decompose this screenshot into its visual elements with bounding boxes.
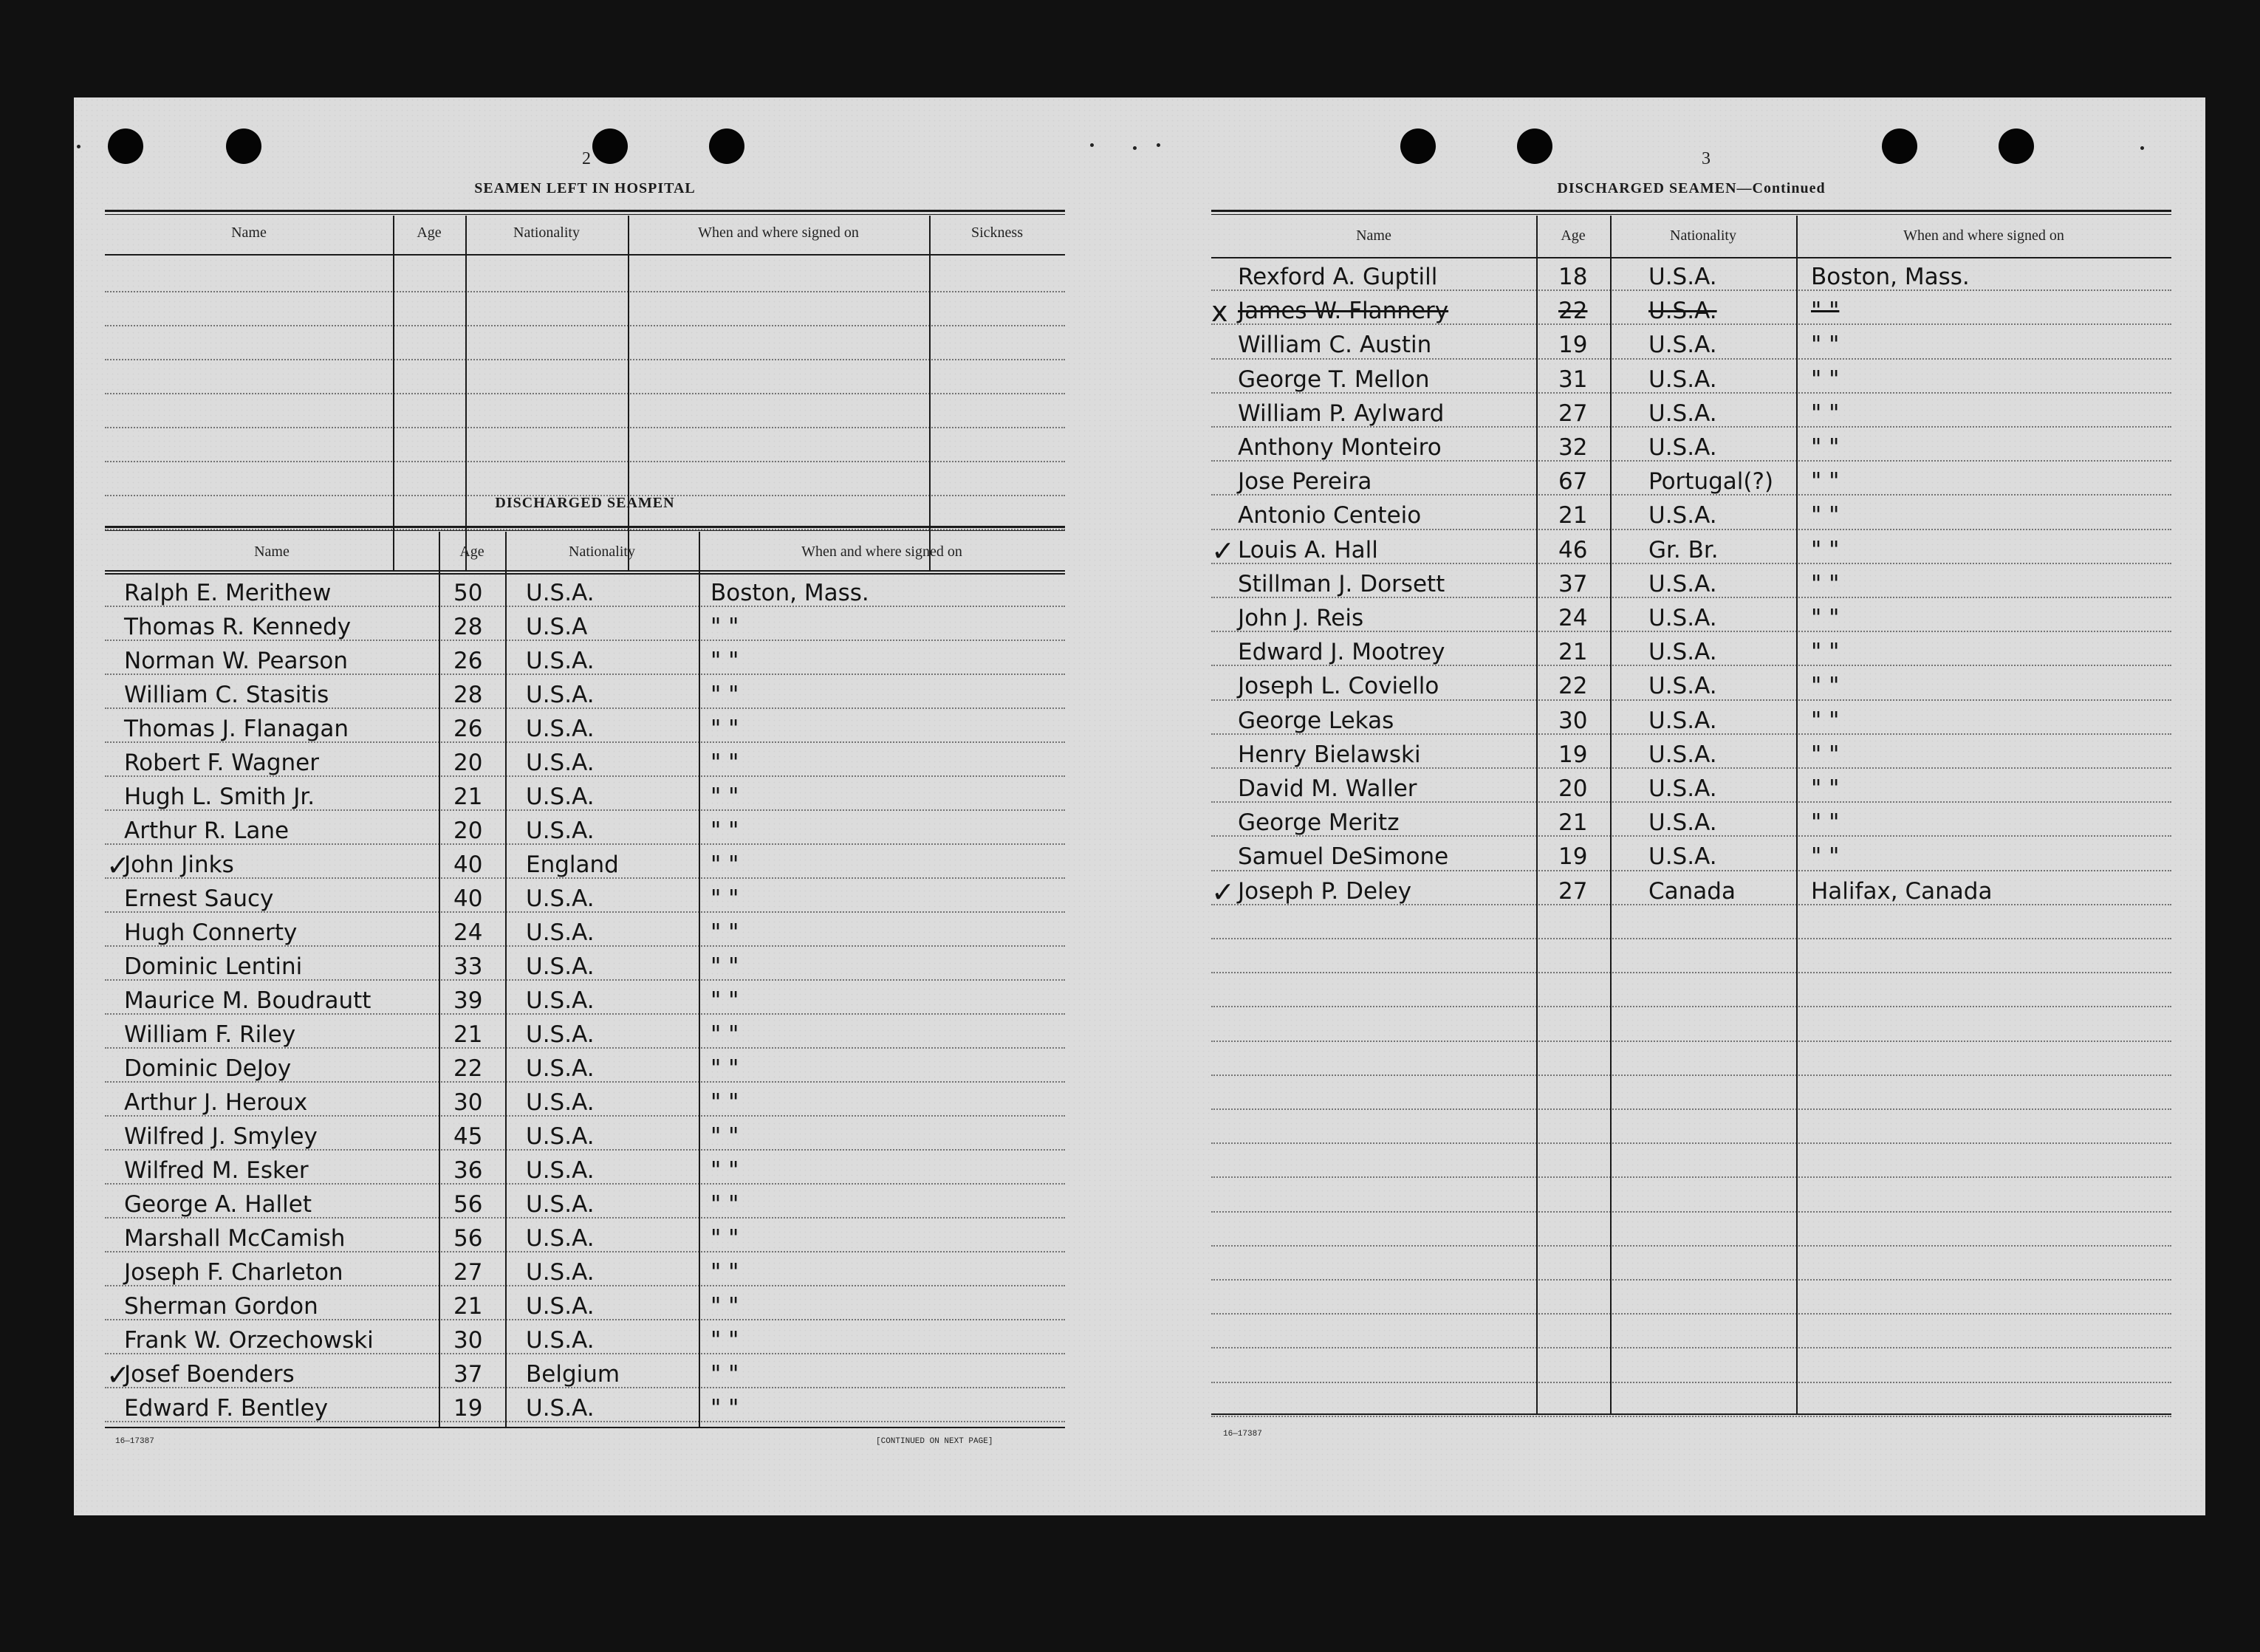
cell-name: Joseph L. Coviello xyxy=(1238,673,1439,700)
cell-signed: " " xyxy=(710,885,739,912)
cell-name: Arthur R. Lane xyxy=(124,818,290,844)
cell-name: Wilfred M. Esker xyxy=(124,1157,309,1184)
cell-nat: U.S.A. xyxy=(526,682,595,708)
cell-nat: Portugal(?) xyxy=(1648,468,1774,496)
cell-signed: " " xyxy=(1811,809,1840,837)
cell-signed: Halifax, Canada xyxy=(1811,877,1993,905)
check-mark: ✓ xyxy=(1211,875,1235,908)
binder-hole xyxy=(108,128,143,164)
cell-name: Maurice M. Boudrautt xyxy=(124,987,371,1014)
cell-name: Edward J. Mootrey xyxy=(1238,639,1445,666)
cell-signed: " " xyxy=(1811,673,1840,700)
cell-age: 37 xyxy=(453,1361,483,1388)
cell-nat: U.S.A. xyxy=(526,1327,595,1354)
cell-age: 40 xyxy=(453,851,483,878)
cell-name: Ernest Saucy xyxy=(124,885,274,912)
cell-name: Thomas R. Kennedy xyxy=(124,614,352,640)
cell-age: 40 xyxy=(453,885,483,912)
cell-nat: U.S.A. xyxy=(526,1089,595,1116)
cell-nat: U.S.A. xyxy=(1648,775,1717,802)
right-header-name: Name xyxy=(1356,227,1391,244)
cell-signed: " " xyxy=(1811,366,1840,393)
cell-age: 19 xyxy=(1558,843,1588,871)
cell-signed: " " xyxy=(1811,400,1840,427)
cell-name: Henry Bielawski xyxy=(1238,741,1421,768)
cell-name: Jose Pereira xyxy=(1238,468,1372,496)
hospital-header-name: Name xyxy=(231,225,267,241)
cell-nat: U.S.A. xyxy=(1648,332,1717,359)
cell-signed: Boston, Mass. xyxy=(710,580,869,606)
cell-signed: " " xyxy=(710,614,739,640)
discharged-header-signed: When and where signed on xyxy=(801,544,962,560)
cell-name: Samuel DeSimone xyxy=(1238,843,1449,871)
hospital-header-age: Age xyxy=(417,225,442,241)
continued-note: [CONTINUED ON NEXT PAGE] xyxy=(876,1437,993,1446)
cell-nat: U.S.A. xyxy=(1648,809,1717,837)
cell-age: 30 xyxy=(453,1327,483,1354)
cell-signed: " " xyxy=(710,1123,739,1150)
cell-age: 30 xyxy=(453,1089,483,1116)
discharged-table-left xyxy=(105,526,1065,1442)
discharged-header-name: Name xyxy=(254,544,290,560)
binder-hole xyxy=(1517,128,1552,164)
cell-signed: " " xyxy=(1811,639,1840,666)
cell-nat: U.S.A. xyxy=(526,750,595,776)
cell-name: Thomas J. Flanagan xyxy=(124,716,349,742)
cell-name: Stillman J. Dorsett xyxy=(1238,570,1445,597)
cell-signed: " " xyxy=(710,1191,739,1218)
binder-hole xyxy=(1400,128,1436,164)
cell-name: William C. Austin xyxy=(1238,332,1432,359)
cell-age: 27 xyxy=(1558,400,1588,427)
cell-name: James W. Flannery xyxy=(1238,298,1449,325)
speck xyxy=(1157,143,1160,147)
right-header-signed: When and where signed on xyxy=(1903,227,2064,244)
cell-nat: U.S.A. xyxy=(1648,570,1717,597)
cell-nat: U.S.A. xyxy=(1648,639,1717,666)
cell-nat: U.S.A. xyxy=(1648,673,1717,700)
binder-hole xyxy=(592,128,628,164)
cell-name: Ralph E. Merithew xyxy=(124,580,332,606)
cell-signed: " " xyxy=(710,1157,739,1184)
cell-signed: " " xyxy=(710,953,739,980)
discharged-header-nationality: Nationality xyxy=(569,544,635,560)
cell-age: 30 xyxy=(1558,707,1588,734)
cell-name: John Jinks xyxy=(124,851,234,878)
cell-age: 18 xyxy=(1558,264,1588,290)
cell-nat: U.S.A. xyxy=(1648,843,1717,871)
check-mark: ✓ xyxy=(106,1359,130,1391)
cell-age: 26 xyxy=(453,716,483,742)
hospital-header-sickness: Sickness xyxy=(971,225,1023,241)
cell-nat: U.S.A. xyxy=(526,1225,595,1252)
cell-age: 45 xyxy=(453,1123,483,1150)
cell-name: Norman W. Pearson xyxy=(124,648,349,674)
hospital-section-title: SEAMEN LEFT IN HOSPITAL xyxy=(474,180,696,196)
cell-name: Joseph F. Charleton xyxy=(124,1259,343,1286)
cell-name: Josef Boenders xyxy=(124,1361,295,1388)
cell-age: 37 xyxy=(1558,570,1588,597)
cell-signed: " " xyxy=(710,750,739,776)
cell-age: 22 xyxy=(1558,298,1588,325)
cell-signed: " " xyxy=(710,818,739,844)
page-number-right: 3 xyxy=(1702,149,1711,168)
cell-age: 56 xyxy=(453,1191,483,1218)
cell-name: George Meritz xyxy=(1238,809,1400,837)
cell-name: William P. Aylward xyxy=(1238,400,1445,427)
cell-age: 46 xyxy=(1558,536,1588,563)
cell-age: 24 xyxy=(453,919,483,946)
cell-nat: U.S.A. xyxy=(526,1055,595,1082)
cell-age: 22 xyxy=(1558,673,1588,700)
check-mark: ✓ xyxy=(106,849,130,882)
cell-nat: U.S.A. xyxy=(526,1395,595,1422)
cell-nat: U.S.A. xyxy=(526,1191,595,1218)
cell-signed: " " xyxy=(1811,434,1840,461)
cell-nat: Belgium xyxy=(526,1361,620,1388)
cell-age: 39 xyxy=(453,987,483,1014)
cell-nat: U.S.A. xyxy=(526,1123,595,1150)
cell-age: 28 xyxy=(453,682,483,708)
cell-nat: U.S.A. xyxy=(1648,605,1717,631)
hospital-header-nationality: Nationality xyxy=(513,225,580,241)
cell-nat: U.S.A. xyxy=(526,818,595,844)
hospital-header-signed: When and where signed on xyxy=(698,225,859,241)
cell-signed: " " xyxy=(710,1055,739,1082)
cell-nat: U.S.A. xyxy=(1648,434,1717,461)
cell-signed: " " xyxy=(710,648,739,674)
cell-name: Dominic DeJoy xyxy=(124,1055,292,1082)
cell-age: 21 xyxy=(453,784,483,810)
cell-nat: U.S.A. xyxy=(1648,366,1717,393)
form-number-right: 16—17387 xyxy=(1223,1430,1262,1439)
cell-age: 21 xyxy=(453,1293,483,1320)
cell-signed: " " xyxy=(1811,468,1840,496)
cell-signed: " " xyxy=(1811,605,1840,631)
cell-name: Dominic Lentini xyxy=(124,953,303,980)
cell-nat: U.S.A. xyxy=(526,1021,595,1048)
cell-nat: U.S.A. xyxy=(526,648,595,674)
cell-signed: " " xyxy=(1811,843,1840,871)
cell-nat: U.S.A. xyxy=(1648,741,1717,768)
cell-age: 33 xyxy=(453,953,483,980)
cell-signed: " " xyxy=(710,682,739,708)
cell-signed: " " xyxy=(710,1395,739,1422)
cell-signed: " " xyxy=(710,1089,739,1116)
cell-nat: U.S.A. xyxy=(526,716,595,742)
cell-age: 27 xyxy=(453,1259,483,1286)
page-number-left: 2 xyxy=(582,149,591,168)
cell-nat: U.S.A. xyxy=(1648,298,1717,325)
cell-signed: " " xyxy=(710,1327,739,1354)
cell-nat: U.S.A. xyxy=(526,1293,595,1320)
cell-age: 28 xyxy=(453,614,483,640)
document-sheet xyxy=(74,97,2205,1515)
cell-nat: England xyxy=(526,851,619,878)
cell-name: Anthony Monteiro xyxy=(1238,434,1442,461)
cell-name: George A. Hallet xyxy=(124,1191,312,1218)
cell-signed: " " xyxy=(1811,707,1840,734)
cell-nat: Gr. Br. xyxy=(1648,536,1719,563)
cell-age: 20 xyxy=(453,818,483,844)
cell-signed: " " xyxy=(1811,775,1840,802)
cell-name: William F. Riley xyxy=(124,1021,296,1048)
cell-signed: " " xyxy=(710,784,739,810)
cell-signed: " " xyxy=(1811,536,1840,563)
hospital-table xyxy=(105,210,1065,573)
check-mark: ✓ xyxy=(1211,534,1235,567)
speck xyxy=(1133,146,1137,150)
cell-name: Antonio Centeio xyxy=(1238,502,1422,529)
cell-signed: Boston, Mass. xyxy=(1811,264,1970,290)
cell-nat: U.S.A. xyxy=(526,1259,595,1286)
cell-signed: " " xyxy=(710,987,739,1014)
cell-signed: " " xyxy=(710,1225,739,1252)
discharged-table-right xyxy=(1211,210,2171,1465)
right-header-age: Age xyxy=(1561,227,1586,244)
cell-age: 20 xyxy=(1558,775,1588,802)
cell-nat: U.S.A. xyxy=(526,784,595,810)
cell-name: Robert F. Wagner xyxy=(124,750,319,776)
cell-age: 31 xyxy=(1558,366,1588,393)
cell-age: 50 xyxy=(453,580,483,606)
cell-nat: U.S.A. xyxy=(526,580,595,606)
cell-signed: " " xyxy=(1811,332,1840,359)
cell-signed: " " xyxy=(710,919,739,946)
speck xyxy=(1090,143,1094,147)
cell-nat: Canada xyxy=(1648,877,1736,905)
discharged-header-age: Age xyxy=(459,544,484,560)
cell-age: 56 xyxy=(453,1225,483,1252)
cell-signed: " " xyxy=(1811,570,1840,597)
cell-name: John J. Reis xyxy=(1238,605,1364,631)
cell-signed: " " xyxy=(1811,502,1840,529)
cell-nat: U.S.A xyxy=(526,614,588,640)
cell-name: Edward F. Bentley xyxy=(124,1395,329,1422)
cell-age: 67 xyxy=(1558,468,1588,496)
cell-signed: " " xyxy=(710,1361,739,1388)
cell-nat: U.S.A. xyxy=(1648,707,1717,734)
cell-age: 19 xyxy=(1558,741,1588,768)
cell-nat: U.S.A. xyxy=(526,953,595,980)
cell-signed: " " xyxy=(710,851,739,878)
cell-name: Arthur J. Heroux xyxy=(124,1089,308,1116)
cell-nat: U.S.A. xyxy=(526,885,595,912)
cell-name: George Lekas xyxy=(1238,707,1394,734)
cell-age: 19 xyxy=(453,1395,483,1422)
cell-age: 21 xyxy=(1558,639,1588,666)
cell-name: Louis A. Hall xyxy=(1238,536,1378,563)
cell-name: William C. Stasitis xyxy=(124,682,329,708)
cell-age: 21 xyxy=(1558,809,1588,837)
cell-nat: U.S.A. xyxy=(1648,502,1717,529)
cell-age: 22 xyxy=(453,1055,483,1082)
cell-name: Hugh L. Smith Jr. xyxy=(124,784,315,810)
cell-nat: U.S.A. xyxy=(526,1157,595,1184)
cell-signed: " " xyxy=(1811,741,1840,768)
cell-age: 24 xyxy=(1558,605,1588,631)
check-mark: x xyxy=(1211,295,1228,329)
cell-name: George T. Mellon xyxy=(1238,366,1430,393)
cell-age: 21 xyxy=(1558,502,1588,529)
cell-nat: U.S.A. xyxy=(1648,264,1717,290)
cell-age: 20 xyxy=(453,750,483,776)
cell-nat: U.S.A. xyxy=(526,987,595,1014)
cell-age: 36 xyxy=(453,1157,483,1184)
cell-age: 27 xyxy=(1558,877,1588,905)
discharged-section-title: DISCHARGED SEAMEN xyxy=(495,495,675,511)
cell-age: 32 xyxy=(1558,434,1588,461)
binder-hole xyxy=(709,128,744,164)
cell-name: Wilfred J. Smyley xyxy=(124,1123,318,1150)
cell-signed: " " xyxy=(710,1259,739,1286)
cell-name: Marshall McCamish xyxy=(124,1225,346,1252)
right-header-nationality: Nationality xyxy=(1670,227,1736,244)
cell-name: Frank W. Orzechowski xyxy=(124,1327,374,1354)
cell-age: 19 xyxy=(1558,332,1588,359)
discharged-continued-title: DISCHARGED SEAMEN—Continued xyxy=(1557,180,1826,196)
cell-signed: " " xyxy=(710,1021,739,1048)
cell-age: 21 xyxy=(453,1021,483,1048)
cell-signed: " " xyxy=(1811,298,1840,325)
cell-name: Sherman Gordon xyxy=(124,1293,318,1320)
binder-hole xyxy=(226,128,261,164)
speck xyxy=(2140,146,2144,150)
cell-name: Joseph P. Deley xyxy=(1238,877,1412,905)
cell-nat: U.S.A. xyxy=(1648,400,1717,427)
cell-name: David M. Waller xyxy=(1238,775,1417,802)
binder-hole xyxy=(1882,128,1917,164)
cell-age: 26 xyxy=(453,648,483,674)
cell-signed: " " xyxy=(710,1293,739,1320)
form-number-left: 16—17387 xyxy=(115,1437,154,1446)
cell-name: Rexford A. Guptill xyxy=(1238,264,1438,290)
cell-signed: " " xyxy=(710,716,739,742)
binder-hole xyxy=(1999,128,2034,164)
speck xyxy=(77,145,81,148)
cell-name: Hugh Connerty xyxy=(124,919,298,946)
cell-nat: U.S.A. xyxy=(526,919,595,946)
